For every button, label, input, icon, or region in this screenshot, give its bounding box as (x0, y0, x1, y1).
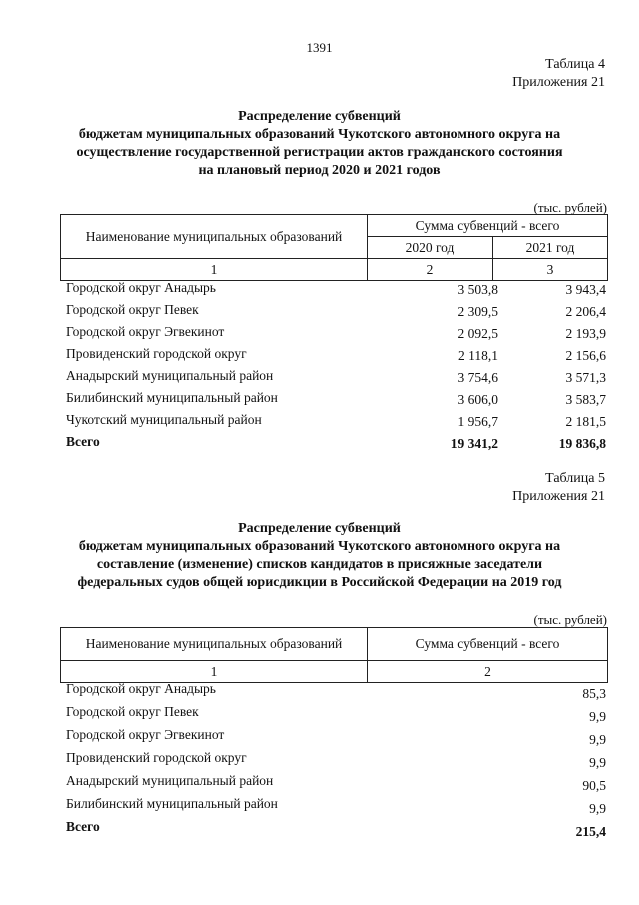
table4-colnum-2: 2 (368, 259, 493, 281)
table5-title-line: Распределение субвенций (238, 521, 401, 536)
table-row (66, 324, 606, 346)
row-name: Билибинский муниципальный район (66, 390, 278, 405)
table4-title-line: на плановый период 2020 и 2021 годов (198, 163, 441, 178)
row-name: Городской округ Анадырь (66, 681, 216, 696)
table-row (66, 727, 606, 750)
row-value-2020: 3 606,0 (457, 392, 498, 407)
table5-title-line: составление (изменение) списков кандидатов в присяжные заседатели (96, 557, 543, 572)
row-name: Городской округ Эгвекинот (66, 727, 225, 742)
row-value-2020: 1 956,7 (457, 414, 498, 429)
row-name: Билибинский муниципальный район (66, 796, 278, 811)
table4-header (60, 214, 608, 281)
row-name: Провиденский городской округ (66, 750, 247, 765)
table-row (66, 750, 606, 773)
table4-body (66, 280, 606, 456)
row-name: Анадырский муниципальный район (66, 368, 274, 383)
table4-reference (512, 56, 605, 92)
row-value: 85,3 (582, 686, 606, 701)
row-value-2021: 3 571,3 (565, 370, 606, 385)
row-name: Анадырский муниципальный район (66, 773, 274, 788)
table-row (66, 773, 606, 796)
table4-title (40, 108, 599, 180)
row-value-2020: 3 754,6 (457, 370, 498, 385)
table4-title-line: осуществление государственной регистрации актов гражданского состояния (76, 145, 563, 160)
row-value-2021: 2 193,9 (565, 326, 606, 341)
table5-ref-line1: Таблица 5 (545, 471, 605, 486)
table5-body (66, 681, 606, 842)
row-value-2021: 3 943,4 (565, 282, 606, 297)
table4-header-name: Наименование муниципальных образований (61, 215, 368, 259)
table-total-row (66, 819, 606, 842)
table4-header-year-2020: 2020 год (368, 237, 493, 259)
table4-unit: (тыс. рублей) (533, 200, 607, 215)
table5-title-line: федеральных судов общей юрисдикции в Российской Федерации на 2019 год (77, 575, 562, 590)
total-label: Всего (66, 819, 100, 834)
row-name: Городской округ Анадырь (66, 280, 216, 295)
table4-colnum-3: 3 (493, 259, 608, 281)
row-value-2020: 3 503,8 (457, 282, 498, 297)
table-row (66, 681, 606, 704)
row-value-2020: 2 118,1 (458, 348, 498, 363)
total-value: 215,4 (575, 824, 606, 839)
row-name: Провиденский городской округ (66, 346, 247, 361)
row-value-2020: 2 309,5 (457, 304, 498, 319)
table5-header (60, 627, 608, 683)
table-total-row (66, 434, 606, 456)
row-name: Городской округ Эгвекинот (66, 324, 225, 339)
row-value: 9,9 (589, 755, 606, 770)
table5-reference (512, 470, 605, 506)
table4-colnum-1: 1 (61, 259, 368, 281)
table4-title-line: Распределение субвенций (238, 109, 401, 124)
table4-title-line: бюджетам муниципальных образований Чукотского автономного округа на (78, 127, 561, 142)
table-row (66, 704, 606, 727)
row-value: 90,5 (582, 778, 606, 793)
table5-header-sum: Сумма субвенций - всего (368, 628, 608, 661)
table-row (66, 302, 606, 324)
table4-ref-line2: Приложения 21 (512, 75, 605, 90)
table4-header-year-2021: 2021 год (493, 237, 608, 259)
total-label: Всего (66, 434, 100, 449)
table-row (66, 412, 606, 434)
table-row (66, 796, 606, 819)
row-value-2021: 2 156,6 (565, 348, 606, 363)
table-row (66, 390, 606, 412)
table-row (66, 346, 606, 368)
table-row (66, 280, 606, 302)
row-name: Городской округ Певек (66, 302, 199, 317)
table5-header-name: Наименование муниципальных образований (61, 628, 368, 661)
table4-ref-line1: Таблица 4 (545, 57, 605, 72)
row-name: Городской округ Певек (66, 704, 199, 719)
total-value-2021: 19 836,8 (558, 436, 606, 451)
row-value: 9,9 (589, 801, 606, 816)
table5-title (40, 520, 599, 592)
table4-header-sum: Сумма субвенций - всего (368, 215, 608, 237)
row-name: Чукотский муниципальный район (66, 412, 262, 427)
row-value: 9,9 (589, 732, 606, 747)
row-value-2021: 2 206,4 (565, 304, 606, 319)
row-value-2021: 3 583,7 (565, 392, 606, 407)
table5-ref-line2: Приложения 21 (512, 489, 605, 504)
table5-title-line: бюджетам муниципальных образований Чукотского автономного округа на (78, 539, 561, 554)
table-row (66, 368, 606, 390)
table5-colnum-1: 1 (61, 661, 368, 683)
table5-colnum-2: 2 (368, 661, 608, 683)
row-value-2021: 2 181,5 (565, 414, 606, 429)
row-value: 9,9 (589, 709, 606, 724)
total-value-2020: 19 341,2 (450, 436, 498, 451)
page-number: 1391 (306, 40, 333, 55)
row-value-2020: 2 092,5 (457, 326, 498, 341)
table5-unit: (тыс. рублей) (533, 612, 607, 627)
